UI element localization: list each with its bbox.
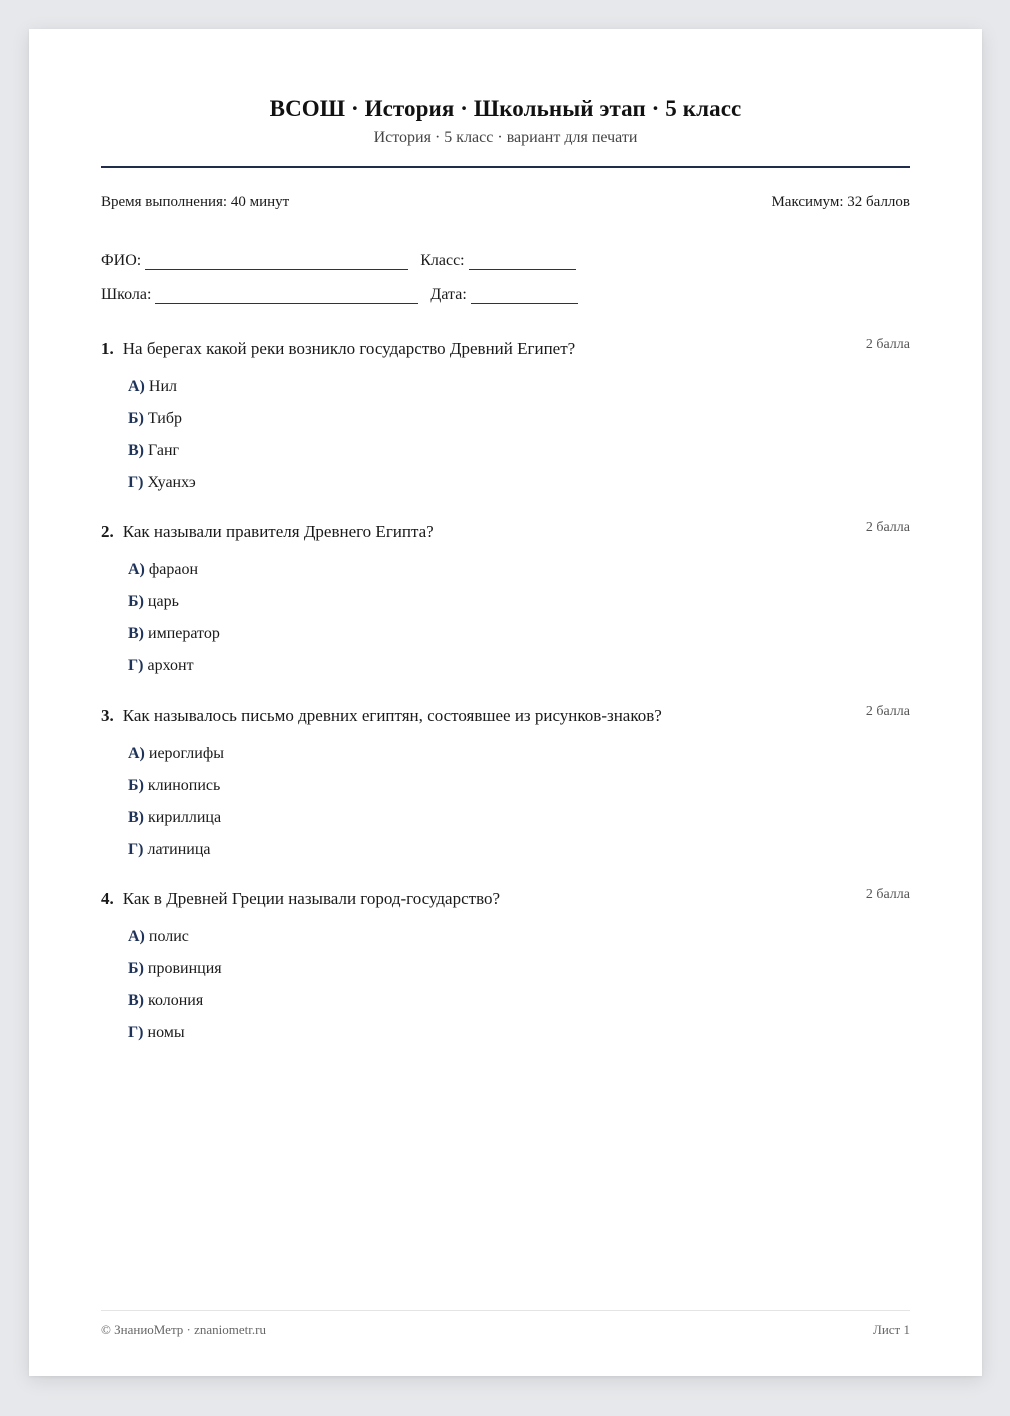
school-field[interactable] — [155, 289, 418, 304]
page-sheet — [29, 29, 982, 1376]
question-1 — [101, 339, 910, 505]
question-number: 2. — [101, 522, 114, 541]
question-text-wrap — [101, 339, 575, 359]
option-letter: А) — [128, 745, 145, 762]
option-text: полис — [148, 928, 189, 945]
option-list — [101, 927, 910, 1055]
question-points: 2 балла — [865, 337, 910, 352]
option-g[interactable] — [128, 840, 910, 872]
option-letter: В) — [128, 809, 144, 826]
option-v[interactable] — [128, 441, 910, 473]
option-text: царь — [147, 593, 179, 610]
option-letter: Б) — [128, 410, 144, 427]
option-letter: А) — [128, 378, 145, 395]
footer-copyright: © ЗнаниоМетр · znaniometr.ru — [101, 1322, 266, 1337]
question-text: На берегах какой реки возникло государство Древний Египет? — [122, 339, 576, 358]
question-text: Как называлось письмо древних египтян, состоявшее из рисунков-знаков? — [122, 706, 662, 725]
option-letter: В) — [128, 992, 144, 1009]
option-text: колония — [148, 992, 204, 1009]
option-v[interactable] — [128, 624, 910, 656]
option-letter: Б) — [128, 593, 144, 610]
option-text: император — [148, 625, 220, 642]
max-score: Максимум: 32 баллов — [771, 194, 910, 210]
option-b[interactable] — [128, 959, 910, 991]
option-letter: Г) — [128, 841, 144, 858]
question-2 — [101, 522, 910, 688]
class-field[interactable] — [469, 255, 576, 270]
date-label: Дата: — [430, 286, 467, 303]
option-text: Нил — [148, 378, 177, 395]
option-b[interactable] — [128, 409, 910, 441]
question-header — [101, 522, 910, 542]
option-a[interactable] — [128, 377, 910, 409]
header-divider — [101, 166, 910, 168]
question-number: 4. — [101, 889, 114, 908]
question-number: 3. — [101, 706, 114, 725]
option-letter: А) — [128, 561, 145, 578]
name-class-row — [101, 252, 910, 270]
option-a[interactable] — [128, 560, 910, 592]
option-letter: Г) — [128, 474, 144, 491]
footer-page-number: Лист 1 — [873, 1322, 910, 1337]
document-title: ВСОШ · История · Школьный этап · 5 класс — [269, 96, 742, 121]
option-text: Тибр — [147, 410, 182, 427]
option-list — [101, 560, 910, 688]
option-list — [101, 744, 910, 872]
question-text-wrap — [101, 706, 662, 726]
option-b[interactable] — [128, 592, 910, 624]
option-text: кириллица — [148, 809, 222, 826]
option-a[interactable] — [128, 927, 910, 959]
option-b[interactable] — [128, 776, 910, 808]
option-letter: Б) — [128, 960, 144, 977]
option-text: латиница — [147, 841, 211, 858]
option-text: Ганг — [148, 442, 180, 459]
time-limit: Время выполнения: 40 минут — [101, 194, 290, 210]
option-letter: А) — [128, 928, 145, 945]
exam-meta — [101, 193, 910, 211]
option-g[interactable] — [128, 473, 910, 505]
option-g[interactable] — [128, 1023, 910, 1055]
school-label: Школа: — [101, 286, 152, 303]
option-list — [101, 377, 910, 505]
document-subtitle: История · 5 класс · вариант для печати — [373, 129, 638, 146]
option-letter: В) — [128, 625, 144, 642]
question-text: Как называли правителя Древнего Египта? — [122, 522, 434, 541]
option-text: архонт — [147, 657, 194, 674]
option-letter: Г) — [128, 657, 144, 674]
school-date-row — [101, 286, 910, 304]
option-letter: В) — [128, 442, 144, 459]
question-text-wrap — [101, 889, 500, 909]
question-4 — [101, 889, 910, 1055]
option-text: провинция — [147, 960, 222, 977]
option-g[interactable] — [128, 656, 910, 688]
option-a[interactable] — [128, 744, 910, 776]
document-header — [101, 95, 910, 149]
option-text: номы — [147, 1024, 185, 1041]
question-text: Как в Древней Греции называли город-государство? — [122, 889, 501, 908]
option-text: иероглифы — [148, 745, 224, 762]
option-letter: Б) — [128, 777, 144, 794]
page-footer — [101, 1310, 910, 1338]
question-points: 2 балла — [865, 704, 910, 719]
question-number: 1. — [101, 339, 114, 358]
question-3 — [101, 706, 910, 872]
question-header — [101, 889, 910, 909]
question-points: 2 балла — [865, 887, 910, 902]
option-v[interactable] — [128, 808, 910, 840]
option-text: Хуанхэ — [147, 474, 196, 491]
option-letter: Г) — [128, 1024, 144, 1041]
class-label: Класс: — [420, 252, 465, 269]
question-header — [101, 339, 910, 359]
question-points: 2 балла — [865, 520, 910, 535]
option-v[interactable] — [128, 991, 910, 1023]
option-text: фараон — [148, 561, 199, 578]
name-label: ФИО: — [101, 252, 142, 269]
name-field[interactable] — [145, 255, 408, 270]
question-text-wrap — [101, 522, 434, 542]
date-field[interactable] — [471, 289, 578, 304]
question-header — [101, 706, 910, 726]
option-text: клинопись — [147, 777, 221, 794]
